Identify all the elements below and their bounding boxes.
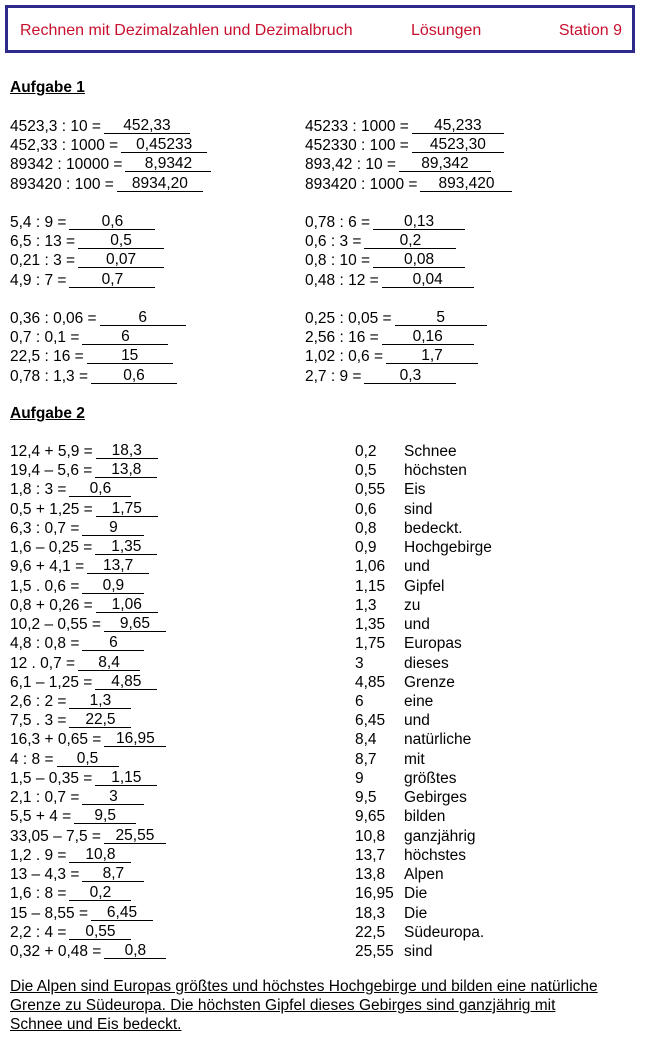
task2-row [10,711,131,730]
answer-blank: 3 [82,788,144,805]
task2-row [10,730,166,749]
answer-blank: 893,420 [420,175,512,192]
task2-row [10,846,131,865]
task2-row [10,884,131,903]
expression: 6,1 – 1,25 = [10,673,93,691]
word-number: 10,8 [355,827,386,845]
answer-blank: 0,13 [373,213,465,230]
answer-blank: 0,5 [78,232,164,249]
expression: 2,7 : 9 = [305,367,362,385]
word-text: zu [404,596,421,614]
answer-blank: 5 [395,309,487,326]
expression: 0,21 : 3 = [10,252,76,270]
expression: 0,32 + 0,48 = [10,942,102,960]
answer-blank: 4523,30 [412,136,504,153]
answer-blank: 89,342 [399,155,491,172]
task2-row [10,923,131,942]
answer-blank: 16,95 [104,730,166,747]
task1-left-row [10,213,155,232]
word-number: 1,15 [355,577,386,595]
task1-right-row [305,213,465,232]
task1-right-row [305,328,474,347]
answer-blank: 6,45 [91,904,153,921]
answer-blank: 0,07 [78,251,164,268]
task2-row [10,788,144,807]
expression: 12,4 + 5,9 = [10,443,93,460]
word-number: 0,9 [355,539,377,557]
solutions-label: Lösungen [411,22,482,39]
word-number: 9,65 [355,808,386,826]
answer-blank: 4,85 [95,673,157,690]
task1-left-row [10,271,155,290]
answer-blank: 1,35 [95,538,157,555]
expression: 5,5 + 4 = [10,808,72,826]
expression: 1,6 – 0,25 = [10,539,93,557]
answer-blank: 13,7 [87,557,149,574]
task2-row [10,442,158,461]
expression: 893420 : 100 = [10,175,114,193]
answer-blank: 8934,20 [117,175,203,192]
expression: 15 – 8,55 = [10,904,88,922]
word-number: 0,6 [355,500,377,518]
expression: 19,4 – 5,6 = [10,462,93,480]
answer-blank: 1,7 [386,347,478,364]
word-number: 22,5 [355,923,386,941]
expression: 893420 : 1000 = [305,175,418,193]
expression: 4,9 : 7 = [10,271,67,289]
word-number: 0,55 [355,481,386,499]
expression: 2,56 : 16 = [305,329,379,347]
task1-right-row [305,232,456,251]
word-text: Gipfel [404,577,445,595]
expression: 452,33 : 1000 = [10,137,119,155]
task2-row [10,865,144,884]
task1-left-row [10,347,173,366]
task1-right-row [305,175,512,194]
word-text: Gebirges [404,789,467,807]
task1-right-row [305,155,491,174]
task1-right-row [305,309,487,328]
word-number: 13,8 [355,866,386,884]
word-number: 18,3 [355,904,386,922]
answer-blank: 0,2 [364,232,456,249]
expression: 4523,3 : 10 = [10,118,101,135]
answer-blank: 25,55 [104,827,166,844]
expression: 893,42 : 10 = [305,156,396,174]
worksheet-title: Rechnen mit Dezimalzahlen und Dezimalbruch [20,22,353,39]
word-text: Hochgebirge [404,539,492,557]
expression: 1,5 – 0,35 = [10,769,93,787]
expression: 0,6 : 3 = [305,233,362,251]
task1-left-row [10,155,211,174]
word-text: Schnee [404,443,457,460]
task1-left-row [10,117,190,136]
expression: 0,5 + 1,25 = [10,500,93,518]
word-number: 9 [355,769,364,787]
expression: 16,3 + 0,65 = [10,731,102,749]
answer-blank: 15 [87,347,173,364]
word-text: bedeckt. [404,519,463,537]
word-text: und [404,616,430,634]
answer-blank: 6 [82,328,168,345]
expression: 0,8 + 0,26 = [10,596,93,614]
expression: 9,6 + 4,1 = [10,558,85,576]
answer-blank: 10,8 [69,846,131,863]
word-text: Die [404,885,428,903]
answer-blank: 0,7 [69,271,155,288]
word-text: natürliche [404,731,472,749]
expression: 33,05 – 7,5 = [10,827,101,845]
answer-blank: 9,5 [74,807,136,824]
task1-right-row [305,271,474,290]
word-number: 3 [355,654,364,672]
task2-row [10,769,157,788]
answer-blank: 0,45233 [121,136,207,153]
word-number: 16,95 [355,885,394,903]
task1-right-row [305,117,504,136]
answer-blank: 0,08 [373,251,465,268]
answer-blank: 9 [82,519,144,536]
task2-row [10,519,144,538]
task1-left-row [10,251,164,270]
task1-left-row [10,232,164,251]
expression: 13 – 4,3 = [10,866,80,884]
word-text: mit [404,750,425,768]
expression: 0,7 : 0,1 = [10,329,80,347]
word-number: 13,7 [355,846,386,864]
word-text: bilden [404,808,446,826]
answer-blank: 6 [100,309,186,326]
expression: 2,1 : 0,7 = [10,789,80,807]
expression: 12 . 0,7 = [10,654,76,672]
answer-blank: 0,16 [382,328,474,345]
task2-row [10,634,144,653]
expression: 0,25 : 0,05 = [305,310,392,327]
answer-blank: 13,8 [95,461,157,478]
answer-blank: 9,65 [104,615,166,632]
word-text: und [404,558,430,576]
expression: 22,5 : 16 = [10,348,84,366]
task2-row [10,480,131,499]
expression: 4 : 8 = [10,750,54,768]
expression: 5,4 : 9 = [10,214,67,231]
answer-blank: 0,5 [57,750,119,767]
word-number: 1,3 [355,596,377,614]
expression: 10,2 – 0,55 = [10,616,101,634]
expression: 2,2 : 4 = [10,923,67,941]
task1-left-row [10,175,203,194]
word-number: 8,4 [355,731,377,749]
task2-row [10,461,157,480]
answer-blank: 0,6 [69,213,155,230]
word-number: 0,5 [355,462,377,480]
answer-blank: 6 [82,634,144,651]
word-number: 0,8 [355,519,377,537]
word-number: 6 [355,692,364,710]
task1-heading: Aufgabe 1 [10,79,85,96]
task2-row [10,750,119,769]
expression: 89342 : 10000 = [10,156,123,174]
word-number: 0,2 [355,443,377,460]
task2-row [10,557,149,576]
task2-heading: Aufgabe 2 [10,405,85,422]
task1-right-row [305,367,456,386]
task1-left-row [10,328,168,347]
answer-blank: 0,6 [69,480,131,497]
answer-blank: 1,06 [96,596,158,613]
task1-right-row [305,136,504,155]
expression: 6,3 : 0,7 = [10,519,80,537]
task2-row [10,538,157,557]
word-number: 9,5 [355,789,377,807]
answer-blank: 0,6 [91,367,177,384]
answer-blank: 1,3 [69,692,131,709]
task2-row [10,596,158,615]
solution-sentence: Die Alpen sind Europas größtes und höchstes Hochgebirge und bilden eine natürliche Grenze zu Südeuropa. Die höchsten Gipfel dieses Gebirges sind ganzjährig mit Schnee und Eis bedeckt. [10,978,598,1033]
word-text: Eis [404,481,426,499]
expression: 0,8 : 10 = [305,252,371,270]
expression: 1,5 . 0,6 = [10,577,80,595]
expression: 0,48 : 12 = [305,271,379,289]
expression: 1,2 . 9 = [10,846,67,864]
expression: 7,5 . 3 = [10,712,67,730]
word-text: Die [404,904,428,922]
task2-row [10,673,157,692]
expression: 0,78 : 1,3 = [10,367,88,385]
answer-blank: 1,75 [96,500,158,517]
word-text: ganzjährig [404,827,476,845]
word-text: eine [404,692,434,710]
answer-blank: 0,8 [104,942,166,959]
word-number: 8,7 [355,750,377,768]
word-text: größtes [404,769,457,787]
answer-blank: 0,3 [364,367,456,384]
answer-blank: 0,9 [82,577,144,594]
word-text: sind [404,500,433,518]
expression: 45233 : 1000 = [305,118,409,135]
word-number: 6,45 [355,712,386,730]
word-text: und [404,712,430,730]
answer-blank: 8,4 [78,654,140,671]
task2-row [10,692,131,711]
task1-left-row [10,136,207,155]
answer-blank: 8,9342 [125,155,211,172]
task2-row [10,827,166,846]
word-number: 1,75 [355,635,386,653]
word-text: Grenze [404,673,455,691]
expression: 6,5 : 13 = [10,233,76,251]
word-text: Europas [404,635,462,653]
word-text: höchstes [404,846,467,864]
task1-left-row [10,309,186,328]
answer-blank: 1,15 [95,769,157,786]
task2-row [10,577,144,596]
answer-blank: 0,55 [69,923,131,940]
answer-blank: 45,233 [412,117,504,134]
expression: 1,6 : 8 = [10,885,67,903]
expression: 1,02 : 0,6 = [305,348,383,366]
answer-blank: 8,7 [82,865,144,882]
expression: 1,8 : 3 = [10,481,67,499]
word-text: sind [404,942,433,960]
expression: 0,36 : 0,06 = [10,310,97,327]
task2-row [10,807,136,826]
word-number: 1,35 [355,616,386,634]
expression: 4,8 : 0,8 = [10,635,80,653]
station-label: Station 9 [558,22,622,39]
word-number: 25,55 [355,942,394,960]
task1-left-row [10,367,177,386]
task2-row [10,904,153,923]
word-text: höchsten [404,462,467,480]
word-number: 1,06 [355,558,386,576]
task2-row [10,654,140,673]
task1-right-row [305,251,465,270]
task1-right-row [305,347,478,366]
answer-blank: 452,33 [104,117,190,134]
word-text: Südeuropa. [404,923,485,941]
answer-blank: 0,04 [382,271,474,288]
word-text: Alpen [404,866,444,884]
answer-blank: 22,5 [69,711,131,728]
answer-blank: 0,2 [69,884,131,901]
answer-blank: 18,3 [96,442,158,459]
task2-row [10,500,158,519]
word-text: dieses [404,654,449,672]
expression: 452330 : 100 = [305,137,409,155]
header-box [5,5,635,53]
task2-row [10,615,166,634]
task2-row [10,942,166,961]
expression: 2,6 : 2 = [10,692,67,710]
expression: 0,78 : 6 = [305,214,371,231]
word-number: 4,85 [355,673,386,691]
